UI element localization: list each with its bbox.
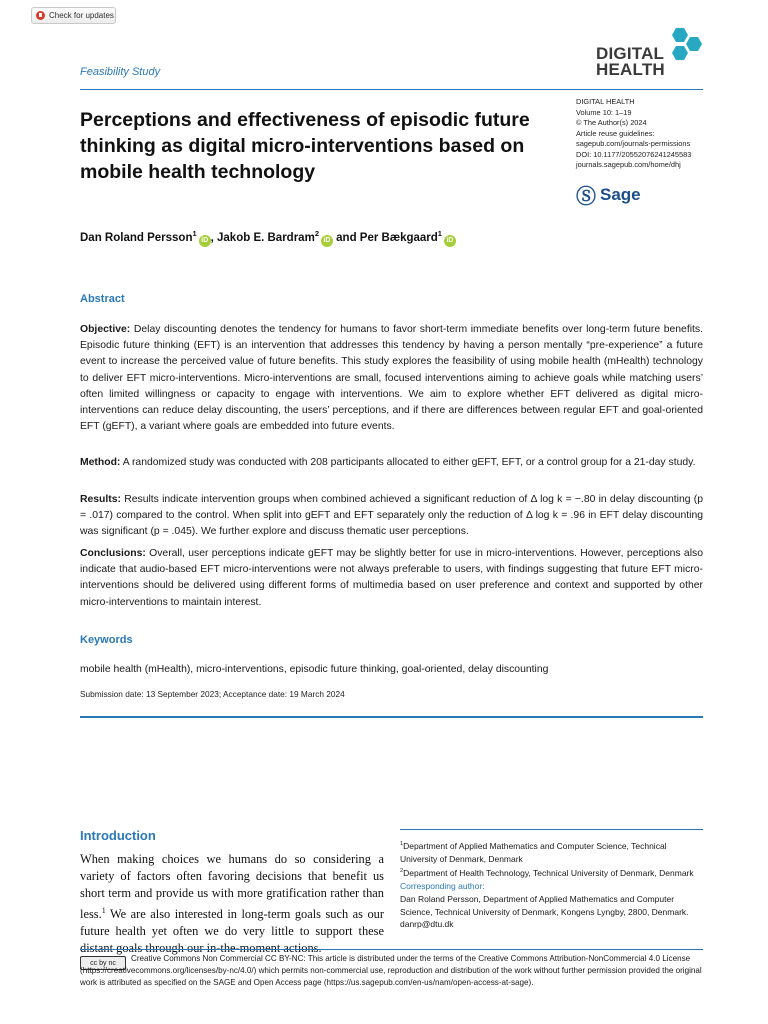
author-3: and Per Bækgaard [332,231,438,244]
author-1: Dan Roland Persson [80,231,193,244]
submission-dates: Submission date: 13 September 2023; Acceptance date: 19 March 2024 [80,689,345,699]
objective-label: Objective: [80,324,131,335]
abstract-conclusions [80,546,703,611]
author-1-affil: 1 [192,229,197,238]
doi[interactable]: DOI: 10.1177/20552076241245583 [576,149,692,159]
corresponding-author-email[interactable]: danrp@dtu.dk [400,919,454,930]
logo-line-2: HEALTH [596,60,665,79]
affiliation-2: $^2$Department of Health Technology, Technical University of Denmark, Denmark [400,868,694,879]
sage-logo [576,180,641,209]
abstract-heading: Abstract [80,293,125,305]
intro-text-part-1: When making choices we humans do so considering a variety of factors often favoring decisions that benefit us short term and provide us with more gratification rather than less. [80,852,384,922]
reuse-link[interactable]: sagepub.com/journals-permissions [576,139,691,148]
journal-name: DIGITAL HEALTH [576,97,635,106]
objective-text: Delay discounting denotes the tendency for humans to favor short-term immediate benefits over long-term future benefits. Episodic future thinking (EFT) is an intervention that addresses this tendency by having a person mentally “pre-experience” a future event to increase the perceived value of future benefits. This study explores the feasibility of using mobile health (mHealth) technology to deliver EFT micro-interventions. Micro-interventions are small, focused interventions aiming to achieve goals while matching users’ often limited willingness or capacity to engage with interventions. We aim to explore whether EFT delivered as digital micro-interventions can reduce delay discounting, the users’ perceptions, and if there are differences between regular EFT and goal-oriented EFT (gEFT), a variant where goals are embedded into future events. [80,324,703,433]
corresponding-author-heading: Corresponding author: [400,881,485,892]
method-label: Method: [80,457,121,468]
authors-line [80,229,456,247]
author-3-affil: 1 [437,229,442,238]
author-2-affil: 2 [314,229,319,238]
results-label: Results: [80,494,121,505]
header-divider [80,89,703,90]
cc-badge-text: cc by nc [90,959,116,967]
check-updates-label: Check for updates [49,11,114,20]
logo-hexagon-icon [672,28,688,42]
journal-home-link[interactable]: journals.sagepub.com/home/dhj [576,160,681,169]
abstract-objective [80,322,703,435]
journal-info [576,97,726,171]
introduction-text [80,851,384,957]
abstract-results [80,492,703,541]
orcid-icon[interactable]: iD [199,235,211,247]
results-text: Results indicate intervention groups when combined achieved a significant reduction of Δ log k = −.80 in delay discounting (p = .017) compared to the control. When split into gEFT and EFT separately only the reduction of Δ log k = .96 in EFT delay discounting was significant (p = .045). We further explore and discuss thematic user perceptions. [80,494,703,538]
journal-copyright: © The Author(s) 2024 [576,118,647,127]
publisher-name: Sage [600,184,641,204]
orcid-icon[interactable]: iD [444,235,456,247]
intro-reference[interactable]: 1 [101,906,106,915]
affiliation-1: $^1$Department of Applied Mathematics and Computer Science, Technical University of Denmark, Denmark [400,840,667,864]
abstract-method [80,455,703,471]
conclusions-text: Overall, user perceptions indicate gEFT may be slightly better for use in micro-interventions. However, perceptions also indicate that audio-based EFT micro-interventions were not always preferable to users, with findings suggesting that future EFT micro-interventions should be delivered using different forms of multimedia based on user preference and context and supported by other micro-interventions to maintain interest. [80,548,703,608]
keywords-heading: Keywords [80,634,133,646]
check-updates-icon [36,11,45,20]
journal-logo [596,28,706,80]
affiliations [400,838,704,931]
affiliations-divider [400,829,703,830]
logo-hexagon-icon [672,46,688,60]
abstract-divider [80,716,703,718]
section-type-label: Feasibility Study [80,66,161,78]
keywords-text: mobile health (mHealth), micro-interventions, episodic future thinking, goal-oriented, delay discounting [80,664,549,675]
orcid-icon[interactable]: iD [321,235,333,247]
introduction-heading: Introduction [80,828,156,843]
journal-volume: Volume 10: 1–19 [576,107,632,117]
reuse-label: Article reuse guidelines: [576,128,655,138]
sage-s-icon: Ⓢ [576,186,596,208]
corresponding-author-text: Dan Roland Persson, Department of Applied Mathematics and Computer Science, Technical University of Denmark, Kongens Lyngby, 2800, Denmark. [400,893,689,917]
logo-hexagon-icon [686,37,702,51]
article-title: Perceptions and effectiveness of episodic future thinking as digital micro-interventions based on mobile health technology [80,109,530,183]
license-divider [80,949,703,950]
logo-line-1: DIGITAL [596,44,665,63]
intro-text-part-2: We are also interested in long-term goals such as our future health yet often we do very little to support these [80,907,384,939]
check-for-updates-button[interactable] [31,7,116,24]
license-text: Creative Commons Non Commercial CC BY-NC: This article is distributed under the terms of the Creative Commons Attribution-NonCommercial 4.0 License (https://creativecommons.org/licenses/by-nc/4.0/) which permits non-commercial use, reproduction and distribution of the work without further permission provided the original work is attributed as specified on the SAGE and Open Access page (https://us.sagepub.com/en-us/nam/open-access-at-sage). [80,954,702,988]
conclusions-label: Conclusions: [80,548,146,559]
author-2: , Jakob E. Bardram [210,231,315,244]
method-text: A randomized study was conducted with 208 participants allocated to either gEFT, EFT, or a control group for a 21-day study. [120,457,696,468]
